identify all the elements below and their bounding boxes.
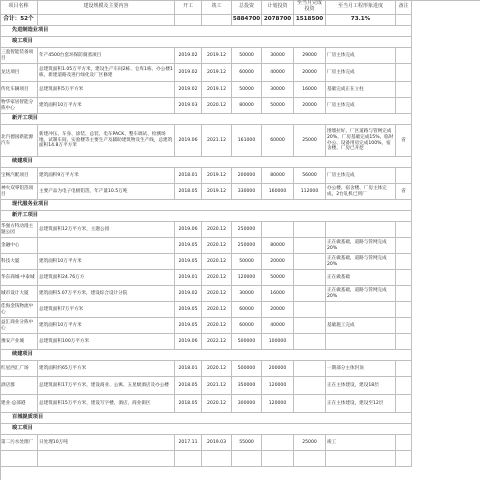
cell-name: 神火双零铝箔项目 bbox=[0, 184, 38, 200]
section-title: 新开工项目 bbox=[0, 114, 412, 125]
cell-content: 总建筑面积17万平方米，建设商业、公寓、五星级酒店及办公楼 bbox=[38, 377, 175, 395]
cell-name: 传化车辆项目 bbox=[0, 82, 38, 98]
cell-name: 物华家居智能分拣中心 bbox=[0, 98, 38, 114]
cell-name: 宝畅汽配项目 bbox=[0, 168, 38, 184]
cell-progress bbox=[326, 451, 396, 467]
cell-finish: 2020.12 bbox=[202, 395, 232, 413]
cell-actual-invest: 112000 bbox=[294, 184, 326, 200]
cell-actual-invest bbox=[294, 334, 326, 350]
cell-start: 2019.06 bbox=[175, 222, 202, 238]
cell-progress: 办公楼、宿舍楼、厂房主体完成，2台轧机已到厂 bbox=[326, 184, 396, 200]
cell-actual-invest: 56000 bbox=[294, 168, 326, 184]
header-name: 项目名称 bbox=[0, 0, 38, 15]
cell-progress: 围墙拉好，厂区道路与管网完成20%，厂房基础完成15%，临时办公、设备用房完成100%，宿舍楼、厂房已开挖 bbox=[326, 125, 396, 157]
cell-remark bbox=[396, 222, 412, 238]
cell-plan-invest bbox=[262, 451, 294, 467]
cell-name: 益汇商业分拣中心 bbox=[0, 318, 38, 334]
cell-plan-invest: 80000 bbox=[262, 168, 294, 184]
cell-start bbox=[175, 451, 202, 467]
cell-progress: 基础施工完成 bbox=[326, 318, 396, 334]
cell-name: 第二污水处理厂 bbox=[0, 435, 38, 451]
cell-start: 2019.03 bbox=[175, 98, 202, 114]
cell-actual-invest: 29000 bbox=[294, 48, 326, 64]
cell-plan-invest: 60000 bbox=[262, 125, 294, 157]
cell-remark: 省 bbox=[396, 125, 412, 157]
total-remark bbox=[396, 15, 412, 26]
cell-remark: 省 bbox=[396, 184, 412, 200]
total-invest: 5884700 bbox=[232, 15, 262, 26]
cell-content: 建筑面积约65万平方米 bbox=[38, 361, 175, 377]
section-title: 新开工项目 bbox=[0, 211, 412, 222]
cell-actual-invest: 16000 bbox=[294, 82, 326, 98]
cell-plan-invest: 200000 bbox=[262, 361, 294, 377]
cell-content: 总建筑面积100万平方米 bbox=[38, 334, 175, 350]
cell-content: 总建筑面积15万平方米，建设写字楼、酒店、商业街区 bbox=[38, 395, 175, 413]
cell-name: 北汽德国新能源汽车 bbox=[0, 125, 38, 157]
total-progress: 73.1% bbox=[326, 15, 396, 26]
cell-actual-invest: 20000 bbox=[294, 98, 326, 114]
cell-actual-invest: 25000 bbox=[294, 435, 326, 451]
cell-plan-invest: 40000 bbox=[262, 64, 294, 82]
cell-content bbox=[38, 238, 175, 254]
cell-plan-invest: 160000 bbox=[262, 184, 294, 200]
cell-name: 三盈智能装备项目 bbox=[0, 48, 38, 64]
cell-start: 2019.05 bbox=[175, 302, 202, 318]
cell-content: 总建筑面积7万平方米 bbox=[38, 302, 175, 318]
cell-name: 酒店群 bbox=[0, 377, 38, 395]
cell-plan-invest: 20000 bbox=[262, 302, 294, 318]
header-finish: 竣工 bbox=[202, 0, 232, 15]
cell-finish: 2020.12 bbox=[202, 238, 232, 254]
cell-progress: 厂房主体完成 bbox=[326, 168, 396, 184]
cell-content: 主要产品为电子电极铝箔，年产量10.5万吨 bbox=[38, 184, 175, 200]
cell-plan-invest: 30000 bbox=[262, 82, 294, 98]
cell-progress: 正在做基础，道路与管网完成20% bbox=[326, 254, 396, 270]
cell-finish: 2020.12 bbox=[202, 222, 232, 238]
cell-start: 2019.06 bbox=[175, 125, 202, 157]
cell-content: 建筑面积10万平方米 bbox=[38, 318, 175, 334]
cell-actual-invest bbox=[294, 254, 326, 270]
cell-progress: 正在主体建设，建设至12层 bbox=[326, 395, 396, 413]
cell-start: 2019.01 bbox=[175, 270, 202, 286]
cell-finish: 2020.12 bbox=[202, 302, 232, 318]
cell-plan-invest: 50000 bbox=[262, 270, 294, 286]
cell-remark bbox=[396, 361, 412, 377]
cell-total-invest: 200000 bbox=[232, 168, 262, 184]
cell-content: 建筑面积5.07万平方米，建设综合设计分院 bbox=[38, 286, 175, 302]
cell-total-invest: 60000 bbox=[232, 318, 262, 334]
cell-progress: 厂房主体完成 bbox=[326, 64, 396, 82]
cell-finish: 2019.03 bbox=[202, 435, 232, 451]
cell-finish: 2020.12 bbox=[202, 98, 232, 114]
cell-actual-invest bbox=[294, 286, 326, 302]
cell-remark bbox=[396, 254, 412, 270]
cell-plan-invest: 40000 bbox=[262, 318, 294, 334]
cell-progress: 正在做基础 bbox=[326, 270, 396, 286]
cell-name: 佳海金钱物流中心 bbox=[0, 302, 38, 318]
header-remark: 备注 bbox=[396, 0, 412, 15]
cell-finish: 2020.12 bbox=[202, 318, 232, 334]
cell-plan-invest: 100000 bbox=[262, 334, 294, 350]
cell-finish: 2019.12 bbox=[202, 48, 232, 64]
cell-total-invest: 250000 bbox=[232, 222, 262, 238]
cell-remark bbox=[396, 302, 412, 318]
cell-progress: 一期部分主体封顶 bbox=[326, 361, 396, 377]
cell-finish: 2020.12 bbox=[202, 254, 232, 270]
cell-total-invest: 60000 bbox=[232, 64, 262, 82]
cell-content: 建筑面积10万平方米 bbox=[38, 254, 175, 270]
cell-name bbox=[0, 451, 38, 467]
cell-remark bbox=[396, 451, 412, 467]
cell-content: 年产4500台套环保防腐蒸项目 bbox=[38, 48, 175, 64]
cell-name: 豫安产业城 bbox=[0, 334, 38, 350]
cell-start: 2017.11 bbox=[175, 435, 202, 451]
cell-name: 龙达项目 bbox=[0, 64, 38, 82]
cell-plan-invest: 50000 bbox=[262, 98, 294, 114]
cell-content: 建筑面积9万平方米 bbox=[38, 168, 175, 184]
cell-finish: 2019.12 bbox=[202, 168, 232, 184]
header-content: 建设规模及主要内容 bbox=[38, 0, 175, 15]
cell-progress: 基础完成正在立柱 bbox=[326, 82, 396, 98]
cell-progress: 厂房主体完成 bbox=[326, 98, 396, 114]
cell-finish: 2021.12 bbox=[202, 377, 232, 395]
cell-name: 金融中心 bbox=[0, 238, 38, 254]
cell-progress: 竣工 bbox=[326, 435, 396, 451]
header-progress: 至当月工程形象进度 bbox=[326, 0, 396, 15]
header-actual: 至当月完成投资 bbox=[294, 0, 326, 15]
cell-plan-invest: 30000 bbox=[262, 48, 294, 64]
cell-name: 华强方特动漫主题公园 bbox=[0, 222, 38, 238]
cell-finish: 2021.12 bbox=[202, 125, 232, 157]
cell-total-invest: 161000 bbox=[232, 125, 262, 157]
total-start bbox=[175, 15, 202, 26]
cell-total-invest: 350000 bbox=[232, 377, 262, 395]
cell-name: 建业·总部港 bbox=[0, 395, 38, 413]
cell-remark bbox=[396, 168, 412, 184]
cell-start: 2018.05 bbox=[175, 377, 202, 395]
cell-progress: 厂房主体完成 bbox=[326, 48, 396, 64]
section-title: 竣工项目 bbox=[0, 424, 412, 435]
cell-remark bbox=[396, 98, 412, 114]
section-title: 续建项目 bbox=[0, 157, 412, 168]
cell-remark bbox=[396, 395, 412, 413]
cell-content: 总建筑面积1.05万平方米，建设生产车间2栋、仓库1栋、办公楼1栋，新建道路及进行绿化及厂区修建 bbox=[38, 64, 175, 82]
cell-total-invest: 500000 bbox=[232, 334, 262, 350]
cell-progress bbox=[326, 222, 396, 238]
cell-plan-invest: 20000 bbox=[262, 254, 294, 270]
cell-total-invest bbox=[232, 451, 262, 467]
cell-start: 2019.02 bbox=[175, 82, 202, 98]
section-title: 现代服务业项目 bbox=[0, 200, 412, 211]
cell-finish: 2019.12 bbox=[202, 184, 232, 200]
cell-start: 2019.05 bbox=[175, 238, 202, 254]
cell-content: 日处理10万吨 bbox=[38, 435, 175, 451]
cell-start: 2019.02 bbox=[175, 48, 202, 64]
cell-content: 总建筑面积5万平方米 bbox=[38, 82, 175, 98]
cell-content: 建筑面积10万平方米 bbox=[38, 98, 175, 114]
cell-actual-invest bbox=[294, 361, 326, 377]
cell-progress: 正在做基础，道路与管网完成20% bbox=[326, 286, 396, 302]
cell-start: 2019.02 bbox=[175, 286, 202, 302]
cell-progress bbox=[326, 302, 396, 318]
cell-remark bbox=[396, 82, 412, 98]
cell-remark bbox=[396, 435, 412, 451]
cell-start: 2018.05 bbox=[175, 184, 202, 200]
cell-actual-invest bbox=[294, 377, 326, 395]
cell-total-invest: 250000 bbox=[232, 238, 262, 254]
cell-total-invest: 300000 bbox=[232, 395, 262, 413]
cell-plan-invest: 80000 bbox=[262, 238, 294, 254]
cell-total-invest: 55000 bbox=[232, 435, 262, 451]
cell-remark bbox=[396, 270, 412, 286]
cell-remark bbox=[396, 318, 412, 334]
cell-plan-invest: 120000 bbox=[262, 395, 294, 413]
cell-finish bbox=[202, 451, 232, 467]
cell-progress: 正在主体建设，建设18层 bbox=[326, 377, 396, 395]
cell-actual-invest: 20000 bbox=[294, 64, 326, 82]
section-title: 先进制造业项目 bbox=[0, 26, 412, 37]
cell-finish: 2019.12 bbox=[202, 82, 232, 98]
cell-actual-invest bbox=[294, 318, 326, 334]
total-content bbox=[38, 15, 175, 26]
cell-plan-invest: 16000 bbox=[262, 286, 294, 302]
header-plan: 计划投资 bbox=[262, 0, 294, 15]
cell-finish: 2020.12 bbox=[202, 286, 232, 302]
cell-total-invest: 50000 bbox=[232, 48, 262, 64]
cell-content: 总建筑面积12万平方米，主题公园 bbox=[38, 222, 175, 238]
total-actual: 1518500 bbox=[294, 15, 326, 26]
cell-remark bbox=[396, 334, 412, 350]
cell-start: 2018.01 bbox=[175, 168, 202, 184]
total-plan: 2078700 bbox=[262, 15, 294, 26]
cell-actual-invest bbox=[294, 451, 326, 467]
cell-remark bbox=[396, 377, 412, 395]
cell-remark bbox=[396, 238, 412, 254]
cell-start: 2019.02 bbox=[175, 64, 202, 82]
cell-finish: 2022.12 bbox=[202, 334, 232, 350]
cell-plan-invest bbox=[262, 222, 294, 238]
cell-total-invest: 50000 bbox=[232, 254, 262, 270]
cell-name: 科技大厦 bbox=[0, 254, 38, 270]
cell-start: 2018.01 bbox=[175, 361, 202, 377]
cell-remark bbox=[396, 286, 412, 302]
cell-actual-invest bbox=[294, 302, 326, 318]
cell-name: 华东商城·中泰城 bbox=[0, 270, 38, 286]
cell-finish: 2020.12 bbox=[202, 270, 232, 286]
header-total: 总投资 bbox=[232, 0, 262, 15]
cell-start: 2019.05 bbox=[175, 318, 202, 334]
cell-content: 总建筑面积24.76万方 bbox=[38, 270, 175, 286]
cell-start: 2018.05 bbox=[175, 395, 202, 413]
cell-actual-invest bbox=[294, 270, 326, 286]
cell-actual-invest bbox=[294, 222, 326, 238]
cell-remark bbox=[396, 48, 412, 64]
section-title: 百城提质项目 bbox=[0, 413, 412, 424]
cell-actual-invest bbox=[294, 395, 326, 413]
cell-finish: 2019.12 bbox=[202, 64, 232, 82]
cell-name: 红星西汇广场 bbox=[0, 361, 38, 377]
cell-total-invest: 330000 bbox=[232, 184, 262, 200]
cell-name: 城市设计大厦 bbox=[0, 286, 38, 302]
cell-total-invest: 500000 bbox=[232, 361, 262, 377]
cell-total-invest: 80000 bbox=[232, 98, 262, 114]
cell-plan-invest: 120000 bbox=[262, 377, 294, 395]
cell-total-invest: 60000 bbox=[232, 302, 262, 318]
cell-content: 新建冲压、车身、涂装、总装、电车PACK、整车调试、检测场地、试制车间、实验楼等主要生产及辅助建筑物及生产线，总建筑面积14.8万平方米 bbox=[38, 125, 175, 157]
cell-plan-invest bbox=[262, 435, 294, 451]
cell-total-invest: 50000 bbox=[232, 82, 262, 98]
cell-content bbox=[38, 451, 175, 467]
cell-actual-invest bbox=[294, 238, 326, 254]
cell-finish: 2020.12 bbox=[202, 361, 232, 377]
total-label: 合计：52个 bbox=[0, 15, 38, 26]
cell-total-invest: 30000 bbox=[232, 286, 262, 302]
cell-progress bbox=[326, 334, 396, 350]
cell-progress: 正在做基础，道路与管网完成20% bbox=[326, 238, 396, 254]
header-start: 开工 bbox=[175, 0, 202, 15]
total-finish bbox=[202, 15, 232, 26]
cell-start: 2019.05 bbox=[175, 254, 202, 270]
cell-start: 2019.06 bbox=[175, 334, 202, 350]
cell-remark bbox=[396, 64, 412, 82]
cell-total-invest: 120000 bbox=[232, 270, 262, 286]
cell-actual-invest: 25000 bbox=[294, 125, 326, 157]
section-title: 续建项目 bbox=[0, 350, 412, 361]
section-title: 竣工项目 bbox=[0, 37, 412, 48]
